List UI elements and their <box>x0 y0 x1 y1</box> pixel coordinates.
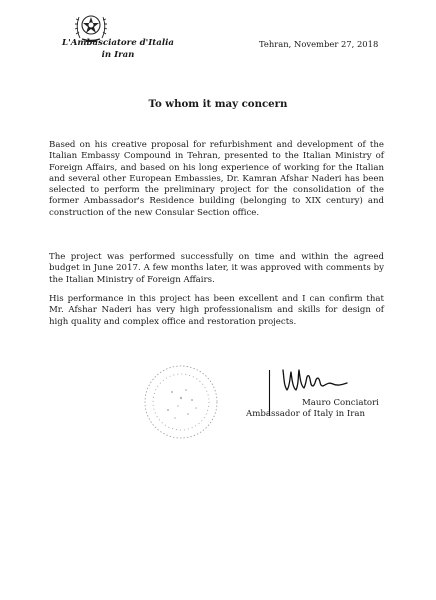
sender-line-2: in Iran <box>101 49 135 60</box>
body-paragraph-1: Based on his creative proposal for refurbishment and development of the Italian Embassy Compound in Tehran, presented to the Italian Ministry of Foreign Affairs, and based on his long experience of working for the Italian and several other European Embassies, Dr. Kamran Afshar Naderi has been selected to perform the preliminary project for the consolidation of the former Ambassador's Residence building (belonging to XIX century) and construction of the new Consular Section office. <box>49 140 384 218</box>
signatory-title: Ambassador of Italy in Iran <box>246 409 366 419</box>
body-paragraph-2: The project was performed successfully on time and within the agreed budget in June 2017. A few months later, it was approved with comments by the Italian Ministry of Foreign Affairs. <box>49 252 384 285</box>
letter-date: Tehran, November 27, 2018 <box>259 39 379 49</box>
handwritten-signature-icon <box>281 366 351 400</box>
sender-block <box>48 38 188 61</box>
body-paragraph-3: His performance in this project has been excellent and I can confirm that Mr. Afshar Naderi has very high professionalism and skills for design of high quality and complex office and restoration projects. <box>49 294 384 327</box>
signatory-name: Mauro Conciatori <box>302 398 379 408</box>
sender-line-1: L'Ambasciatore d'Italia <box>62 38 174 48</box>
letter-subject: To whom it may concern <box>148 98 288 110</box>
embassy-seal-stamp-icon <box>142 362 220 442</box>
